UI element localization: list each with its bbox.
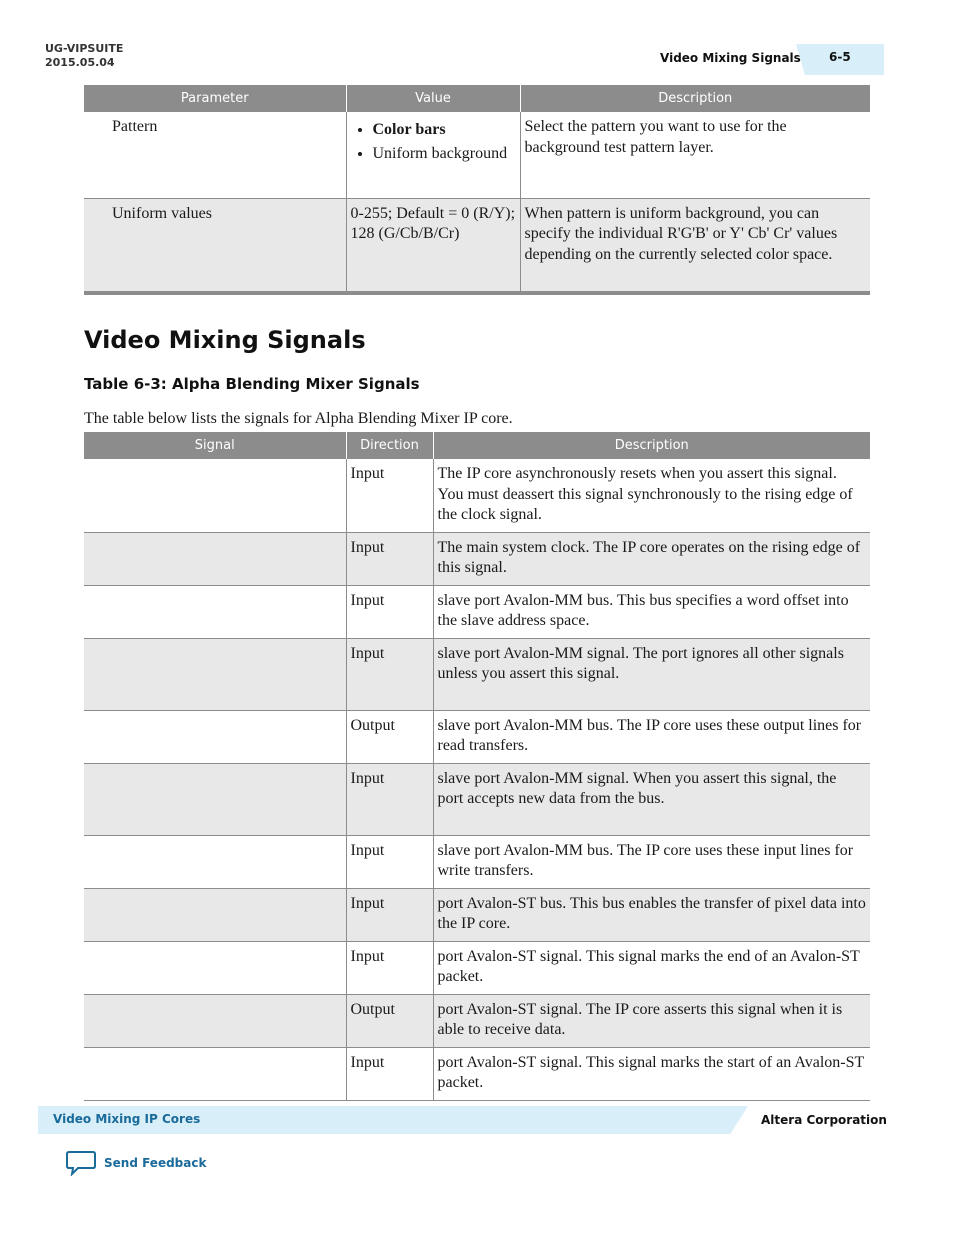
column-header-description: Description — [433, 432, 870, 459]
value-list — [351, 120, 516, 164]
signal-direction: Input — [346, 763, 433, 835]
footer-company: Altera Corporation — [761, 1113, 887, 1127]
signal-description: slave port Avalon-MM signal. When you assert this signal, the port accepts new data from the bus. — [433, 763, 870, 835]
signal-name — [84, 459, 346, 532]
table-row — [84, 763, 870, 835]
column-header-direction: Direction — [346, 432, 433, 459]
table-row — [84, 585, 870, 638]
param-description: When pattern is uniform background, you can specify the individual R'G'B' or Y' Cb' Cr' values depending on the currently selected color space. — [520, 198, 870, 293]
document-id — [45, 42, 123, 70]
param-values — [346, 112, 520, 198]
table-row — [84, 112, 870, 198]
table-row — [84, 888, 870, 941]
send-feedback-link[interactable] — [66, 1150, 206, 1176]
section-title: Video Mixing Signals — [84, 326, 366, 354]
signal-name — [84, 532, 346, 585]
doc-date: 2015.05.04 — [45, 56, 115, 69]
value-option: • Uniform background — [373, 144, 516, 165]
table-row — [84, 532, 870, 585]
value-option: • Color bars — [373, 120, 516, 141]
signal-description: port Avalon-ST bus. This bus enables the transfer of pixel data into the IP core. — [433, 888, 870, 941]
signal-description: port Avalon-ST signal. This signal marks the start of an Avalon-ST packet. — [433, 1047, 870, 1100]
signal-description: slave port Avalon-MM bus. This bus specifies a word offset into the slave address space. — [433, 585, 870, 638]
column-header-signal: Signal — [84, 432, 346, 459]
signal-description: slave port Avalon-MM bus. The IP core uses these output lines for read transfers. — [433, 710, 870, 763]
param-name: Pattern — [84, 112, 346, 198]
signal-description: slave port Avalon-MM signal. The port ignores all other signals unless you assert this signal. — [433, 638, 870, 710]
signal-name — [84, 835, 346, 888]
table-row — [84, 459, 870, 532]
column-header-value: Value — [346, 85, 520, 112]
header-section-title: Video Mixing Signals — [660, 51, 801, 65]
signal-table — [84, 432, 870, 1101]
table-row — [84, 198, 870, 293]
signal-description: port Avalon-ST signal. This signal marks the end of an Avalon-ST packet. — [433, 941, 870, 994]
param-description: Select the pattern you want to use for the background test pattern layer. — [520, 112, 870, 198]
doc-code: UG-VIPSUITE — [45, 42, 124, 55]
signal-name — [84, 994, 346, 1047]
signal-description: The main system clock. The IP core operates on the rising edge of this signal. — [433, 532, 870, 585]
table-row — [84, 1047, 870, 1100]
parameter-table — [84, 85, 870, 295]
signal-description: The IP core asynchronously resets when you assert this signal. You must deassert this signal synchronously to the rising edge of the clock signal. — [433, 459, 870, 532]
param-name: Uniform values — [84, 198, 346, 293]
signal-direction: Input — [346, 638, 433, 710]
signal-direction: Input — [346, 459, 433, 532]
signal-direction: Input — [346, 941, 433, 994]
signal-name — [84, 888, 346, 941]
signal-table-header — [84, 432, 870, 459]
footer-chapter-link[interactable]: Video Mixing IP Cores — [53, 1112, 201, 1126]
signal-direction: Input — [346, 585, 433, 638]
table-row — [84, 835, 870, 888]
signal-description: slave port Avalon-MM bus. The IP core uses these input lines for write transfers. — [433, 835, 870, 888]
signal-name — [84, 941, 346, 994]
table-row — [84, 994, 870, 1047]
signal-direction: Input — [346, 888, 433, 941]
signal-direction: Input — [346, 835, 433, 888]
table-caption: Table 6-3: Alpha Blending Mixer Signals — [84, 375, 420, 393]
param-value: 0-255; Default = 0 (R/Y); 128 (G/Cb/B/Cr) — [346, 198, 520, 293]
signal-description: port Avalon-ST signal. The IP core asserts this signal when it is able to receive data. — [433, 994, 870, 1047]
table-row — [84, 941, 870, 994]
signal-name — [84, 763, 346, 835]
signal-direction: Input — [346, 1047, 433, 1100]
column-header-parameter: Parameter — [84, 85, 346, 112]
table-row — [84, 710, 870, 763]
signal-direction: Output — [346, 994, 433, 1047]
signal-name — [84, 710, 346, 763]
signal-name — [84, 1047, 346, 1100]
intro-text: The table below lists the signals for Alpha Blending Mixer IP core. — [84, 410, 513, 427]
send-feedback-label: Send Feedback — [104, 1156, 207, 1170]
signal-direction: Input — [346, 532, 433, 585]
speech-bubble-icon — [66, 1150, 96, 1176]
page-number: 6-5 — [829, 50, 851, 64]
signal-direction: Output — [346, 710, 433, 763]
table-row — [84, 638, 870, 710]
signal-name — [84, 638, 346, 710]
parameter-table-header — [84, 85, 870, 112]
column-header-description: Description — [520, 85, 870, 112]
signal-name — [84, 585, 346, 638]
